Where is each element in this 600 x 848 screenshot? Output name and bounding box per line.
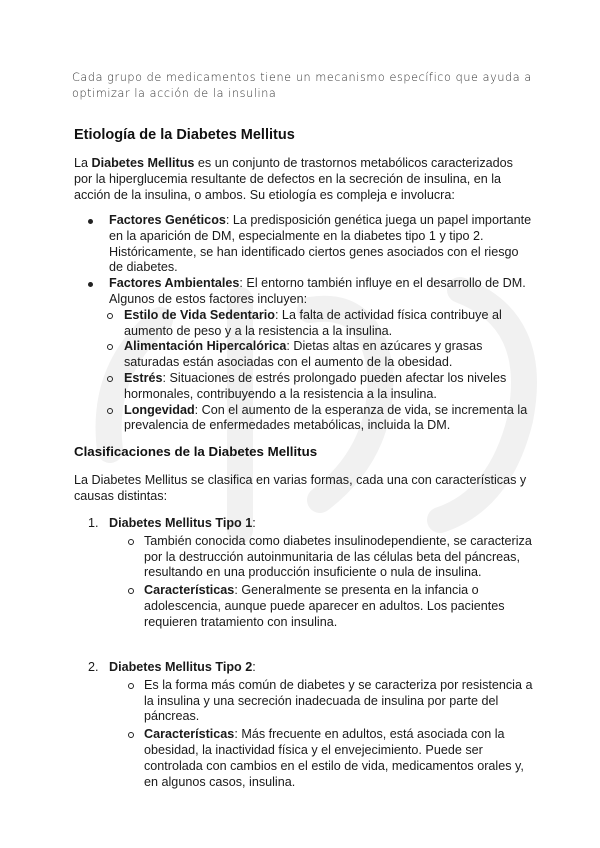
type-colon: : — [252, 660, 256, 674]
type-title-line — [88, 516, 533, 532]
bullet-dot-icon — [88, 219, 93, 224]
para-rest: es un conjunto de trastornos metabólicos caracterizados por la hiperglucemia resultante de defectos en la secreción de insulina, en la acción de la insulina, o ambos. Su etiología es compleja e involucra: — [74, 156, 513, 202]
subfactor-term: Longevidad — [124, 402, 195, 417]
characteristics-term: Características — [144, 727, 235, 742]
type-desc-text: Es la forma más común de diabetes y se caracteriza por resistencia a la insulina y una secreción inadecuada de insulina por parte del páncreas. — [144, 677, 533, 724]
section-title-clasificaciones: Clasificaciones de la Diabetes Mellitus — [74, 444, 318, 459]
subfactor-text: : La falta de actividad física contribuye al aumento de peso y a la resistencia a la insulina. — [124, 307, 502, 338]
list-item — [88, 308, 533, 340]
intro-text: Cada grupo de medicamentos tiene un mecanismo específico que ayuda a optimizar la acción de la insulina — [72, 71, 532, 100]
subfactor-term: Estilo de Vida Sedentario — [124, 307, 275, 322]
type-title: Diabetes Mellitus Tipo 2 — [109, 660, 253, 674]
type-characteristics — [88, 583, 533, 630]
list-item — [88, 213, 533, 276]
clasificaciones-paragraph: La Diabetes Mellitus se clasifica en varias formas, cada una con características y causas distintas: — [74, 473, 527, 503]
factor-text: : La predisposición genética juega un papel importante en la aparición de DM, especialmente en la diabetes tipo 1 y tipo 2. Históricamente, se han identificado ciertos genes asociados con el riesgo de diabetes. — [109, 213, 532, 275]
subfactor-text: : Dietas altas en azúcares y grasas saturadas están asociadas con el aumento de la obesidad. — [124, 339, 483, 370]
factor-term: Factores Ambientales — [109, 276, 240, 291]
etiologia-paragraph — [74, 156, 534, 203]
section-title-etiologia: Etiología de la Diabetes Mellitus — [74, 127, 295, 143]
type-title-line — [88, 660, 533, 676]
subfactor-term: Estrés — [124, 370, 163, 385]
type-colon: : — [252, 516, 256, 530]
bullet-circle-icon — [107, 313, 113, 319]
factor-term: Factores Genéticos — [109, 213, 226, 227]
characteristics-term: Características — [144, 583, 235, 598]
subfactor-term: Alimentación Hipercalórica — [124, 339, 287, 354]
bullet-circle-icon — [128, 732, 134, 738]
characteristics-text: : Más frecuente en adultos, está asociada con la obesidad, la inactividad física y el envejecimiento. Puede ser controlada con cambios en el estilo de vida, medicamentos orales y, en algunos casos, insulina. — [144, 727, 524, 789]
factor-text: : El entorno también influye en el desarrollo de DM. Algunos de estos factores incluyen: — [109, 276, 526, 306]
list-item — [88, 403, 533, 435]
type-title: Diabetes Mellitus Tipo 1 — [109, 516, 253, 530]
diabetes-type-2-item — [88, 660, 533, 790]
environment-factors-sublist — [88, 308, 533, 434]
type-characteristics — [88, 727, 533, 790]
list-item — [88, 371, 533, 403]
list-number: 2. — [88, 660, 99, 674]
subfactor-text: : Situaciones de estrés prolongado pueden afectar los niveles hormonales, contribuyendo a la resistencia a la insulina. — [124, 370, 507, 401]
bullet-circle-icon — [107, 344, 113, 350]
sub-list-container — [67, 308, 533, 434]
characteristics-text: : Generalmente se presenta en la infancia o adolescencia, aunque puede aparecer en adultos. Los pacientes requieren tratamiento con insulina. — [144, 583, 505, 629]
subfactor-text: : Con el aumento de la esperanza de vida, se incrementa la prevalencia de enfermedades metabólicas, incluida la DM. — [124, 402, 528, 433]
bullet-circle-icon — [128, 588, 134, 594]
para-bold-term: Diabetes Mellitus — [91, 156, 195, 170]
bullet-circle-icon — [107, 408, 113, 414]
bullet-circle-icon — [107, 376, 113, 382]
type-desc-text: También conocida como diabetes insulinodependiente, se caracteriza por la destrucción autoinmunitaria de las células beta del páncreas, resultando en una producción insuficiente o nula de insulina. — [144, 533, 532, 580]
diabetes-type-1-item — [88, 516, 533, 631]
list-item — [88, 276, 533, 308]
type-description — [88, 534, 533, 581]
list-number: 1. — [88, 516, 99, 530]
bullet-dot-icon — [88, 282, 93, 287]
para-prefix: La — [74, 156, 92, 170]
bullet-circle-icon — [128, 683, 134, 689]
bullet-circle-icon — [128, 539, 134, 545]
type-description — [88, 678, 533, 725]
list-item — [88, 339, 533, 371]
factors-list — [88, 213, 533, 434]
